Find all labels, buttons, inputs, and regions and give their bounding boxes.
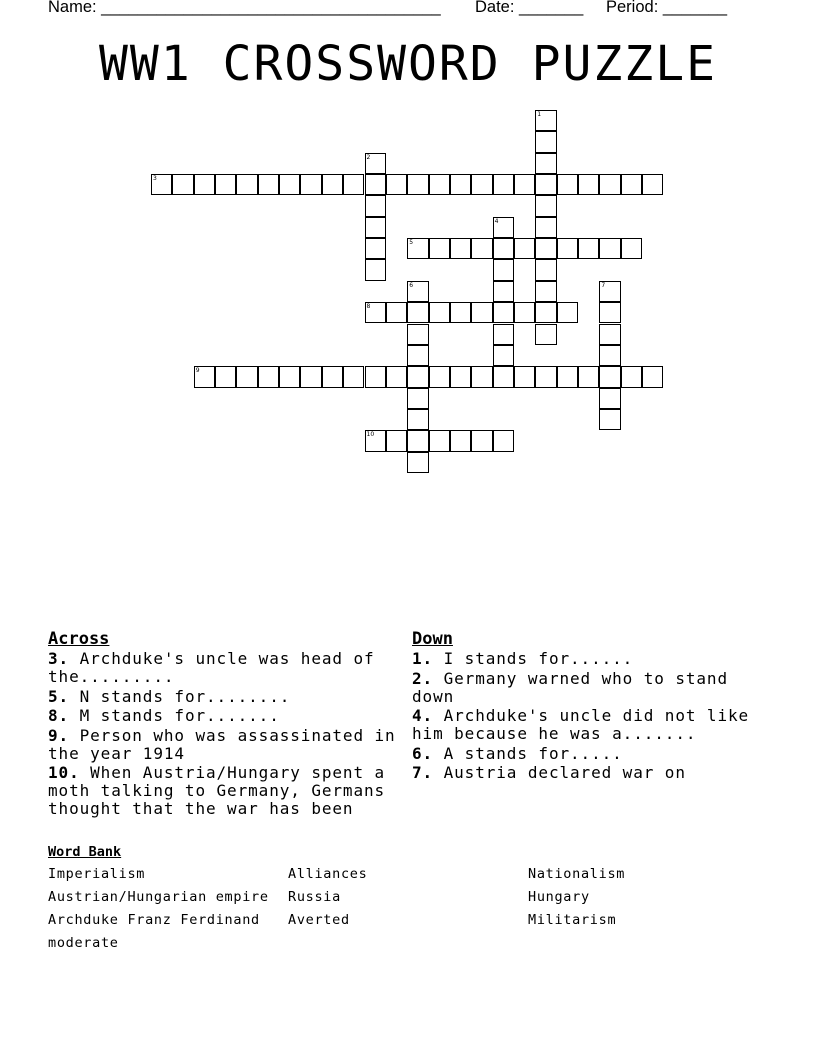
- grid-cell[interactable]: [578, 366, 599, 387]
- grid-cell[interactable]: [471, 238, 492, 259]
- grid-cell[interactable]: [493, 324, 514, 345]
- grid-cell[interactable]: [493, 217, 514, 238]
- grid-cell[interactable]: [599, 302, 620, 323]
- grid-cell[interactable]: [322, 366, 343, 387]
- grid-cell[interactable]: [599, 238, 620, 259]
- grid-cell[interactable]: [493, 238, 514, 259]
- word-bank-item: Austrian/Hungarian empire: [48, 889, 269, 905]
- word-bank-item: Archduke Franz Ferdinand: [48, 912, 260, 928]
- clue-text: M stands for.......: [69, 706, 280, 725]
- grid-cell[interactable]: [557, 174, 578, 195]
- grid-cell[interactable]: [215, 174, 236, 195]
- grid-cell[interactable]: [407, 409, 428, 430]
- grid-cell[interactable]: [557, 238, 578, 259]
- grid-cell[interactable]: [194, 174, 215, 195]
- clue: [412, 707, 772, 743]
- grid-cell[interactable]: [194, 366, 215, 387]
- grid-cell[interactable]: [365, 153, 386, 174]
- grid-cell[interactable]: [599, 388, 620, 409]
- grid-cell[interactable]: [407, 324, 428, 345]
- grid-cell[interactable]: [514, 302, 535, 323]
- grid-cell[interactable]: [450, 430, 471, 451]
- word-bank-item: Averted: [288, 912, 350, 928]
- cell-number: 4: [494, 217, 499, 225]
- cell-number: 5: [409, 239, 414, 247]
- grid-cell[interactable]: [557, 302, 578, 323]
- grid-cell[interactable]: [514, 238, 535, 259]
- clue: [48, 707, 403, 725]
- grid-cell[interactable]: [429, 430, 450, 451]
- grid-cell[interactable]: [386, 174, 407, 195]
- period-field[interactable]: Period: _______: [606, 0, 728, 16]
- word-bank-item: Alliances: [288, 866, 368, 882]
- grid-cell[interactable]: [365, 366, 386, 387]
- grid-cell[interactable]: [535, 217, 556, 238]
- grid-cell[interactable]: [429, 366, 450, 387]
- grid-cell[interactable]: [407, 281, 428, 302]
- clue-text: When Austria/Hungary spent a moth talking to Germany, Germans thought that the war has been: [48, 763, 386, 818]
- grid-cell[interactable]: [407, 430, 428, 451]
- grid-cell[interactable]: [493, 174, 514, 195]
- clue: [412, 650, 772, 668]
- grid-cell[interactable]: [535, 195, 556, 216]
- clue-number: 2.: [412, 668, 434, 688]
- cell-number: 3: [153, 175, 157, 183]
- grid-cell[interactable]: [450, 302, 471, 323]
- grid-cell[interactable]: [493, 345, 514, 366]
- cell-number: 2: [366, 153, 371, 161]
- grid-cell[interactable]: [172, 174, 193, 195]
- grid-cell[interactable]: [535, 110, 556, 131]
- grid-cell[interactable]: [535, 281, 556, 302]
- word-bank-item: Hungary: [528, 889, 590, 905]
- grid-cell[interactable]: [365, 195, 386, 216]
- clue-number: 10.: [48, 763, 80, 782]
- grid-cell[interactable]: [365, 259, 386, 280]
- grid-cell[interactable]: [322, 174, 343, 195]
- grid-cell[interactable]: [407, 366, 428, 387]
- grid-cell[interactable]: [300, 366, 321, 387]
- cell-number: 8: [366, 303, 371, 311]
- grid-cell[interactable]: [642, 174, 663, 195]
- clue-text: Archduke's uncle did not like him because he was a.......: [412, 706, 750, 743]
- clue-text: Germany warned who to stand down: [412, 668, 728, 706]
- clue-number: 3.: [48, 649, 70, 668]
- grid-cell[interactable]: [151, 174, 172, 195]
- student-info-line: [48, 0, 788, 22]
- grid-cell[interactable]: [621, 174, 642, 195]
- grid-cell[interactable]: [365, 174, 386, 195]
- grid-cell[interactable]: [557, 366, 578, 387]
- page-title: WW1 CROSSWORD PUZZLE: [99, 36, 717, 92]
- grid-cell[interactable]: [493, 259, 514, 280]
- cell-number: 7: [601, 281, 606, 289]
- word-bank-title: Word Bank: [48, 844, 122, 860]
- down-clue-list: [412, 650, 772, 782]
- clue-text: Archduke's uncle was head of the.........: [48, 649, 375, 686]
- cell-number: 10: [366, 431, 375, 439]
- word-bank-item: Nationalism: [528, 866, 626, 882]
- clue-number: 8.: [48, 706, 70, 725]
- grid-cell[interactable]: [258, 174, 279, 195]
- grid-cell[interactable]: [471, 302, 492, 323]
- grid-cell[interactable]: [386, 430, 407, 451]
- grid-cell[interactable]: [535, 366, 556, 387]
- grid-cell[interactable]: [215, 366, 236, 387]
- grid-cell[interactable]: [514, 366, 535, 387]
- grid-cell[interactable]: [535, 238, 556, 259]
- grid-cell[interactable]: [365, 430, 386, 451]
- down-heading: Down: [412, 629, 453, 649]
- word-bank-item: Imperialism: [48, 866, 146, 882]
- grid-cell[interactable]: [493, 302, 514, 323]
- grid-cell[interactable]: [642, 366, 663, 387]
- grid-cell[interactable]: [300, 174, 321, 195]
- grid-cell[interactable]: [493, 430, 514, 451]
- clue-number: 6.: [412, 743, 434, 763]
- grid-cell[interactable]: [429, 174, 450, 195]
- clue-text: N stands for........: [69, 686, 291, 706]
- grid-cell[interactable]: [535, 324, 556, 345]
- grid-cell[interactable]: [599, 324, 620, 345]
- grid-cell[interactable]: [343, 174, 364, 195]
- grid-cell[interactable]: [514, 174, 535, 195]
- clue: [48, 650, 403, 686]
- clue: [412, 670, 772, 706]
- grid-cell[interactable]: [236, 366, 257, 387]
- grid-cell[interactable]: [471, 366, 492, 387]
- grid-cell[interactable]: [365, 302, 386, 323]
- word-bank-item: Militarism: [528, 912, 617, 928]
- clue-text: Austria declared war on: [433, 763, 686, 782]
- clue: [412, 745, 772, 763]
- grid-cell[interactable]: [407, 238, 428, 259]
- cell-number: 6: [409, 281, 414, 289]
- cell-number: 1: [537, 111, 542, 118]
- name-field[interactable]: Name: _____________________________________: [48, 0, 441, 16]
- grid-cell[interactable]: [599, 281, 620, 302]
- grid-cell[interactable]: [450, 238, 471, 259]
- grid-cell[interactable]: [471, 174, 492, 195]
- grid-cell[interactable]: [599, 345, 620, 366]
- clue: [48, 764, 403, 818]
- grid-cell[interactable]: [450, 366, 471, 387]
- clue: [412, 764, 772, 782]
- grid-cell[interactable]: [407, 302, 428, 323]
- grid-cell[interactable]: [578, 174, 599, 195]
- grid-cell[interactable]: [429, 238, 450, 259]
- grid-cell[interactable]: [535, 153, 556, 174]
- clue-text: Person who was assassinated in the year 1914: [48, 725, 396, 763]
- grid-cell[interactable]: [407, 452, 428, 473]
- cell-number: 9: [195, 367, 200, 375]
- clue: [48, 688, 403, 706]
- grid-cell[interactable]: [236, 174, 257, 195]
- grid-cell[interactable]: [407, 388, 428, 409]
- across-clue-list: [48, 650, 403, 818]
- clue-text: A stands for.....: [433, 743, 623, 763]
- grid-cell[interactable]: [535, 131, 556, 152]
- grid-cell[interactable]: [429, 302, 450, 323]
- grid-cell[interactable]: [279, 366, 300, 387]
- grid-cell[interactable]: [407, 345, 428, 366]
- grid-cell[interactable]: [386, 366, 407, 387]
- grid-cell[interactable]: [599, 174, 620, 195]
- grid-cell[interactable]: [386, 302, 407, 323]
- grid-cell[interactable]: [493, 281, 514, 302]
- clue-text: I stands for......: [433, 649, 634, 668]
- date-field[interactable]: Date: _______: [475, 0, 584, 16]
- grid-cell[interactable]: [578, 238, 599, 259]
- grid-cell[interactable]: [279, 174, 300, 195]
- grid-cell[interactable]: [365, 238, 386, 259]
- down-clues: [412, 630, 772, 784]
- grid-cell[interactable]: [535, 174, 556, 195]
- across-clues: [48, 630, 403, 820]
- grid-cell[interactable]: [535, 259, 556, 280]
- clue-number: 9.: [48, 725, 70, 745]
- clue-number: 4.: [412, 706, 434, 725]
- grid-cell[interactable]: [599, 366, 620, 387]
- grid-cell[interactable]: [343, 366, 364, 387]
- grid-cell[interactable]: [258, 366, 279, 387]
- grid-cell[interactable]: [365, 217, 386, 238]
- word-bank-item: Russia: [288, 889, 341, 905]
- grid-cell[interactable]: [450, 174, 471, 195]
- clue-number: 5.: [48, 686, 70, 706]
- clue-number: 7.: [412, 763, 434, 782]
- grid-cell[interactable]: [535, 302, 556, 323]
- across-heading: Across: [48, 629, 110, 649]
- grid-cell[interactable]: [621, 366, 642, 387]
- clue: [48, 727, 403, 763]
- clue-number: 1.: [412, 649, 434, 668]
- word-bank-item: moderate: [48, 935, 119, 951]
- grid-cell[interactable]: [599, 409, 620, 430]
- grid-cell[interactable]: [471, 430, 492, 451]
- grid-cell[interactable]: [621, 238, 642, 259]
- grid-cell[interactable]: [493, 366, 514, 387]
- grid-cell[interactable]: [407, 174, 428, 195]
